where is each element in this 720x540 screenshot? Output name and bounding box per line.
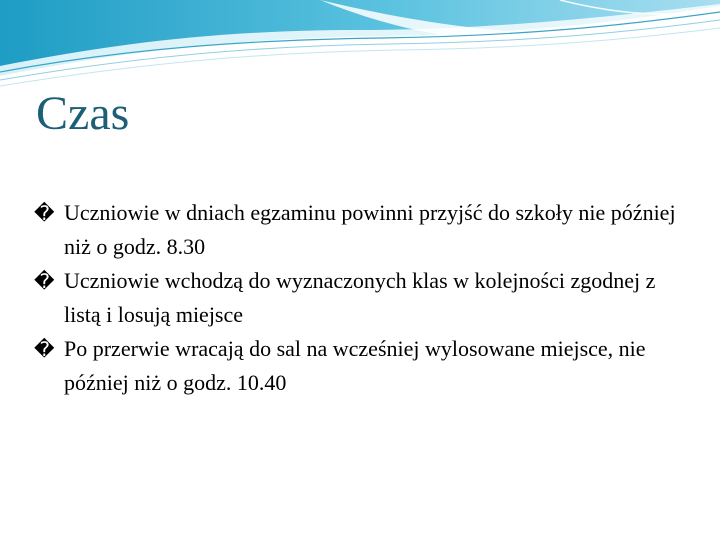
bullet-list	[34, 196, 694, 400]
bullet-text: Po przerwie wracają do sal na wcześniej wylosowane miejsce, nie później niż o godz. 10.40	[64, 336, 646, 395]
slide-title: Czas	[36, 87, 130, 140]
bullet-marker-icon: �	[34, 269, 55, 293]
bullet-marker-icon: �	[34, 201, 55, 225]
bullet-item	[34, 264, 694, 332]
bullet-text: Uczniowie wchodzą do wyznaczonych klas w kolejności zgodnej z listą i losują miejsce	[64, 268, 656, 327]
header-wave-decoration	[0, 0, 720, 90]
bullet-item	[34, 332, 694, 400]
bullet-text: Uczniowie w dniach egzaminu powinni przyjść do szkoły nie później niż o godz. 8.30	[64, 200, 676, 259]
bullet-marker-icon: �	[34, 337, 55, 361]
bullet-item	[34, 196, 694, 264]
